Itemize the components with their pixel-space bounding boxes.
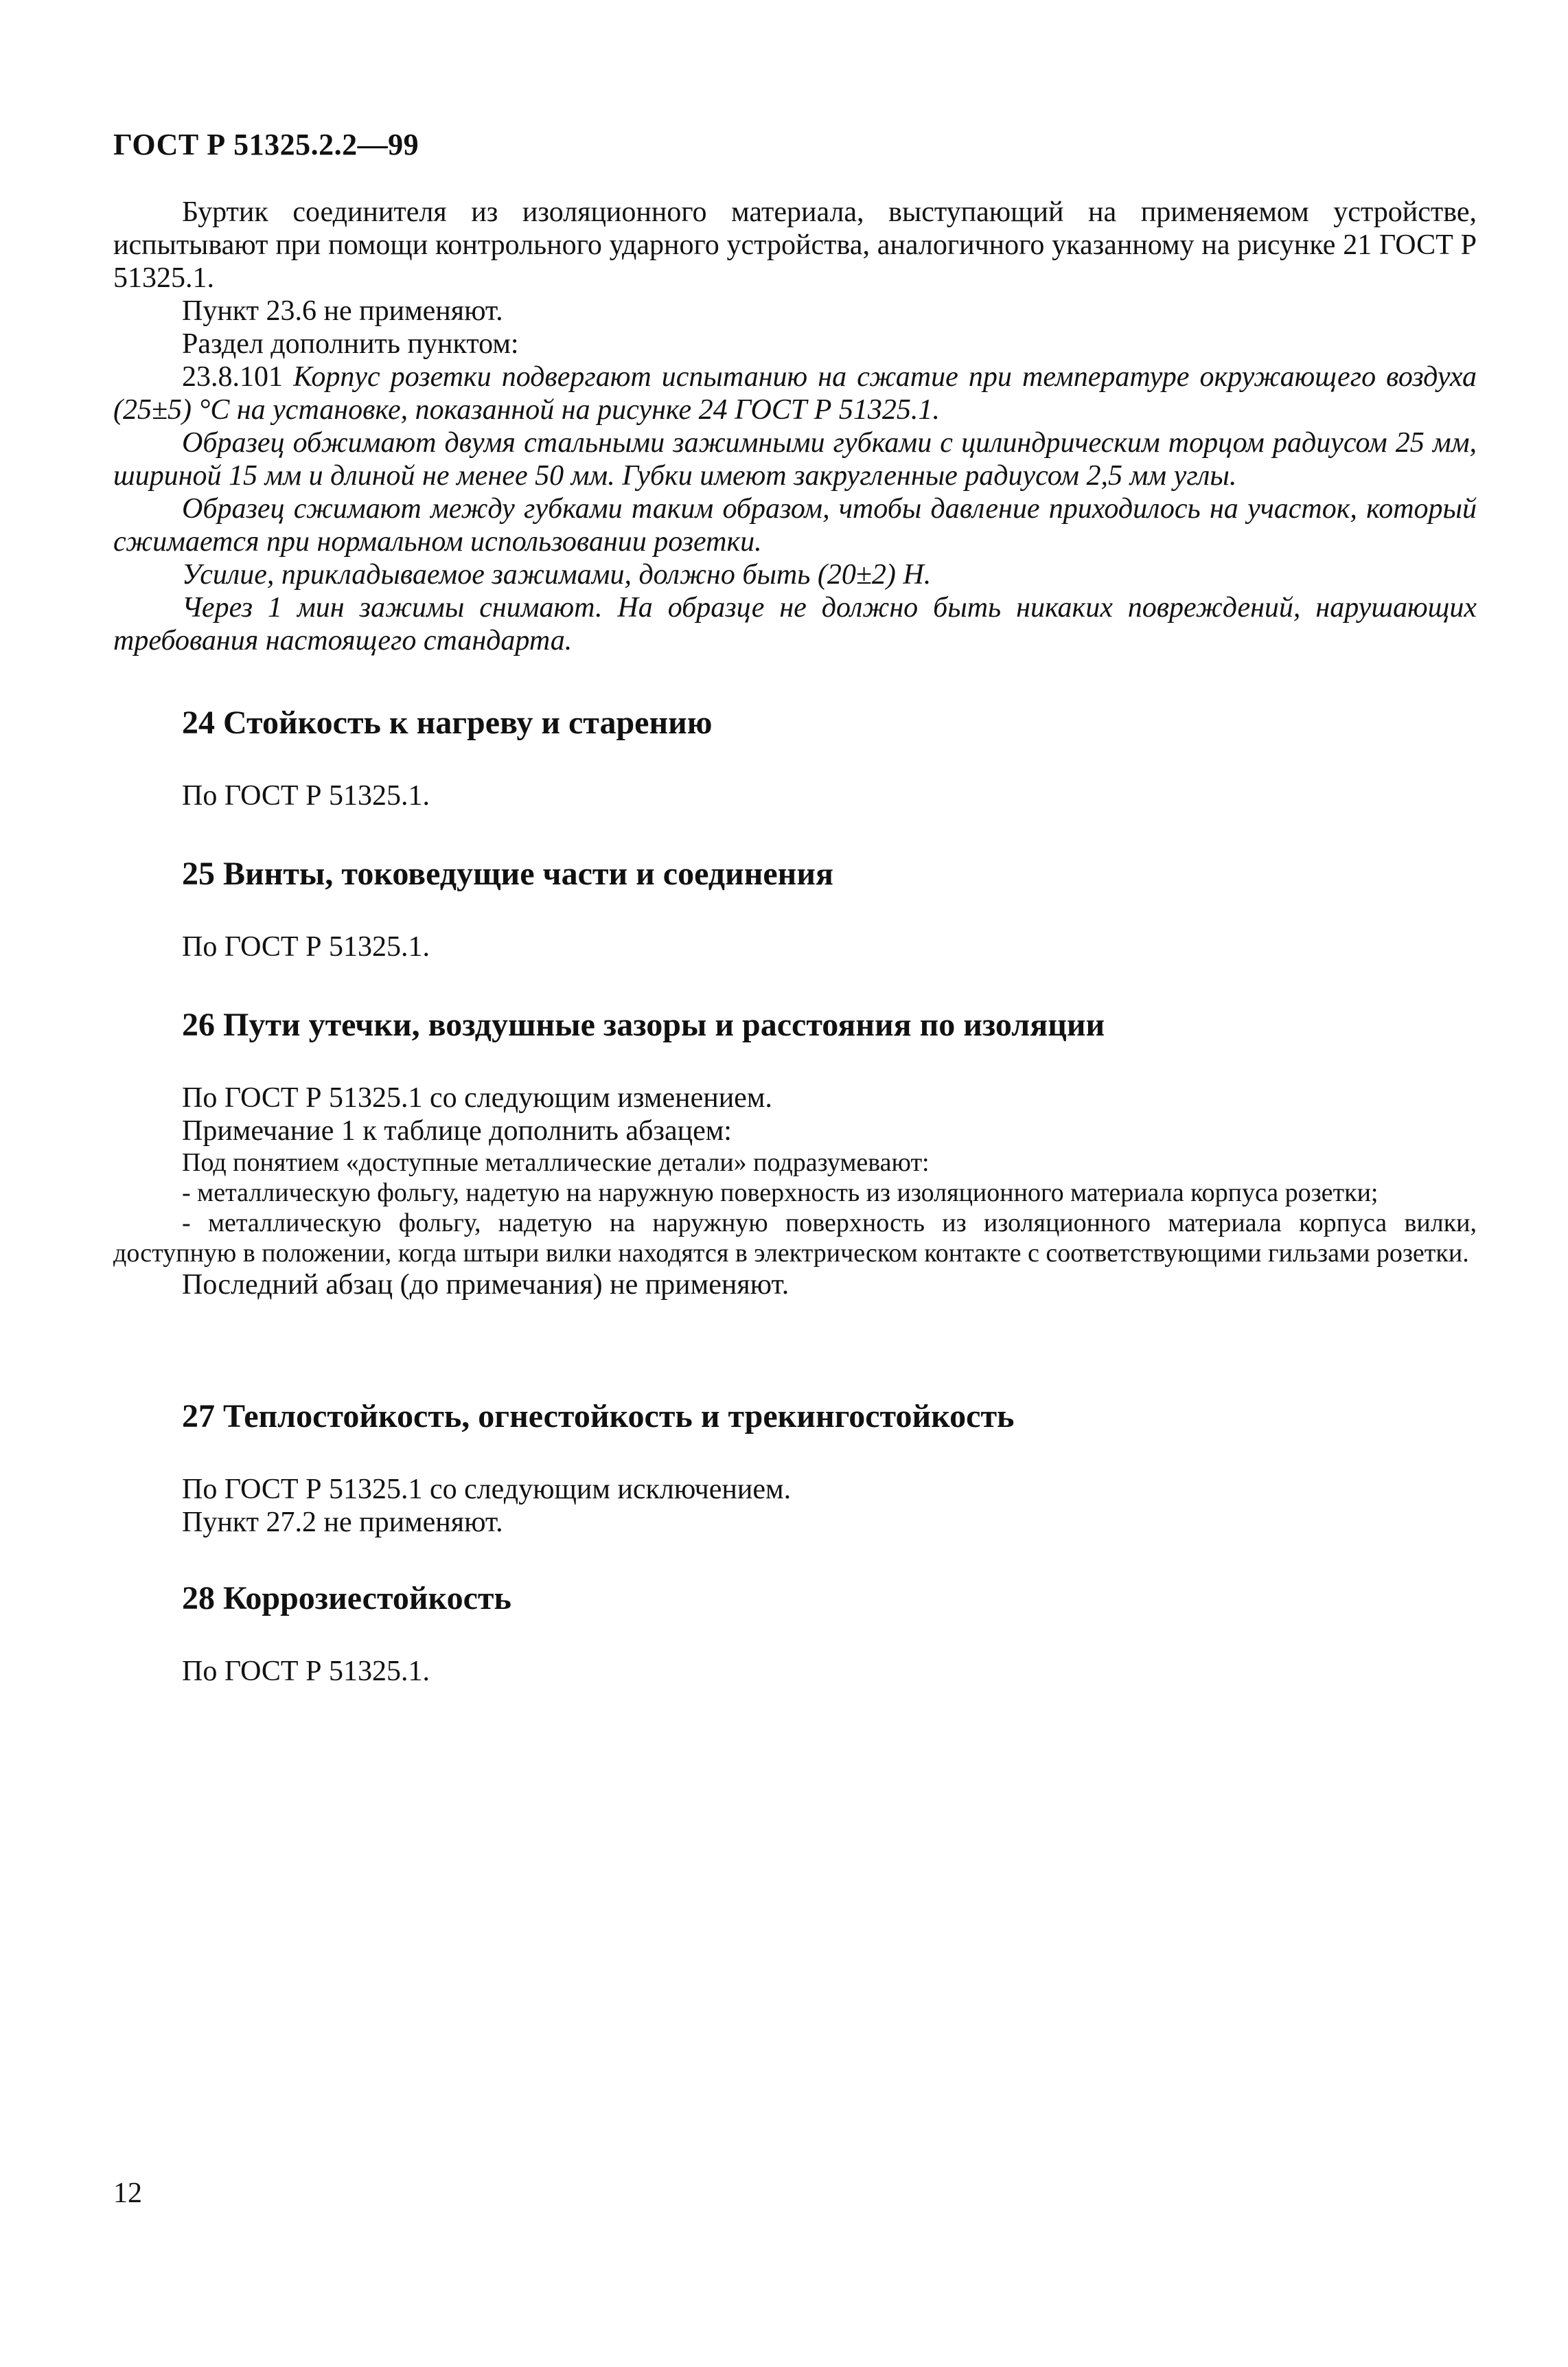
paragraph: По ГОСТ Р 51325.1. (182, 1656, 430, 1687)
paragraph: Раздел дополнить пунктом: (182, 328, 519, 360)
section-28-heading: 28 Коррозиестойкость (182, 1580, 511, 1616)
section-25-body (113, 930, 1477, 963)
section-24-heading: 24 Стойкость к нагреву и старению (182, 705, 713, 741)
section-25-heading: 25 Винты, токоведущие части и соединения (182, 856, 833, 892)
section-23-continuation (113, 196, 1477, 657)
paragraph: Образец обжимают двумя стальными зажимными губками с цилиндрическим торцом радиусом 25 мм, шириной 15 мм и длиной не менее 50 мм. Губки имеют закругленные радиусом 2,5 мм углы. (113, 427, 1477, 492)
document-id-header: ГОСТ Р 51325.2.2—99 (113, 128, 419, 161)
paragraph: Последний абзац (до примечания) не применяют. (182, 1269, 789, 1301)
paragraph: Примечание 1 к таблице дополнить абзацем: (182, 1115, 732, 1147)
paragraph: Через 1 мин зажимы снимают. На образце не должно быть никаких повреждений, нарушающих требования настоящего стандарта. (113, 592, 1477, 656)
section-27-body (113, 1473, 1477, 1539)
clause-number: 23.8.101 (182, 361, 283, 393)
paragraph: Образец сжимают между губками таким образом, чтобы давление приходилось на участок, который сжимается при нормальном использовании розетки. (113, 493, 1477, 558)
paragraph: Пункт 23.6 не применяют. (182, 295, 503, 327)
section-27-heading: 27 Теплостойкость, огнестойкость и трекингостойкость (182, 1398, 1015, 1434)
list-item: - металлическую фольгу, надетую на наружную поверхность из изоляционного материала корпуса розетки; (182, 1178, 1379, 1207)
paragraph: По ГОСТ Р 51325.1. (182, 931, 430, 963)
clause-23-8-101 (113, 361, 1477, 426)
paragraph: Под понятием «доступные металлические детали» подразумевают: (182, 1148, 930, 1177)
paragraph: Пункт 27.2 не применяют. (182, 1507, 503, 1538)
section-24-body (113, 779, 1477, 812)
paragraph: Буртик соединителя из изоляционного материала, выступающий на применяемом устройстве, испытывают при помощи контрольного ударного устройства, аналогичного указанному на рисунке 21 ГОСТ Р 51325.1. (113, 196, 1477, 294)
paragraph: По ГОСТ Р 51325.1. (182, 780, 430, 812)
paragraph: Усилие, прикладываемое зажимами, должно быть (20±2) Н. (182, 559, 932, 591)
section-28-body (113, 1655, 1477, 1688)
clause-text: Корпус розетки подвергают испытанию на сжатие при температуре окружающего воздуха (25±5) °С на установке, показанной на рисунке 24 ГОСТ Р 51325.1. (113, 361, 1477, 426)
paragraph: По ГОСТ Р 51325.1 со следующим изменением. (182, 1082, 772, 1114)
paragraph: По ГОСТ Р 51325.1 со следующим исключением. (182, 1474, 792, 1505)
section-26-heading: 26 Пути утечки, воздушные зазоры и расстояния по изоляции (182, 1007, 1105, 1043)
list-item: - металлическую фольгу, надетую на наружную поверхность из изоляционного материала корпуса вилки, доступную в положении, когда штыри вилки находятся в электрическом контакте с соответствующими гильзами розетки. (113, 1209, 1477, 1268)
section-26-body (113, 1082, 1477, 1301)
page-number: 12 (113, 2177, 142, 2209)
